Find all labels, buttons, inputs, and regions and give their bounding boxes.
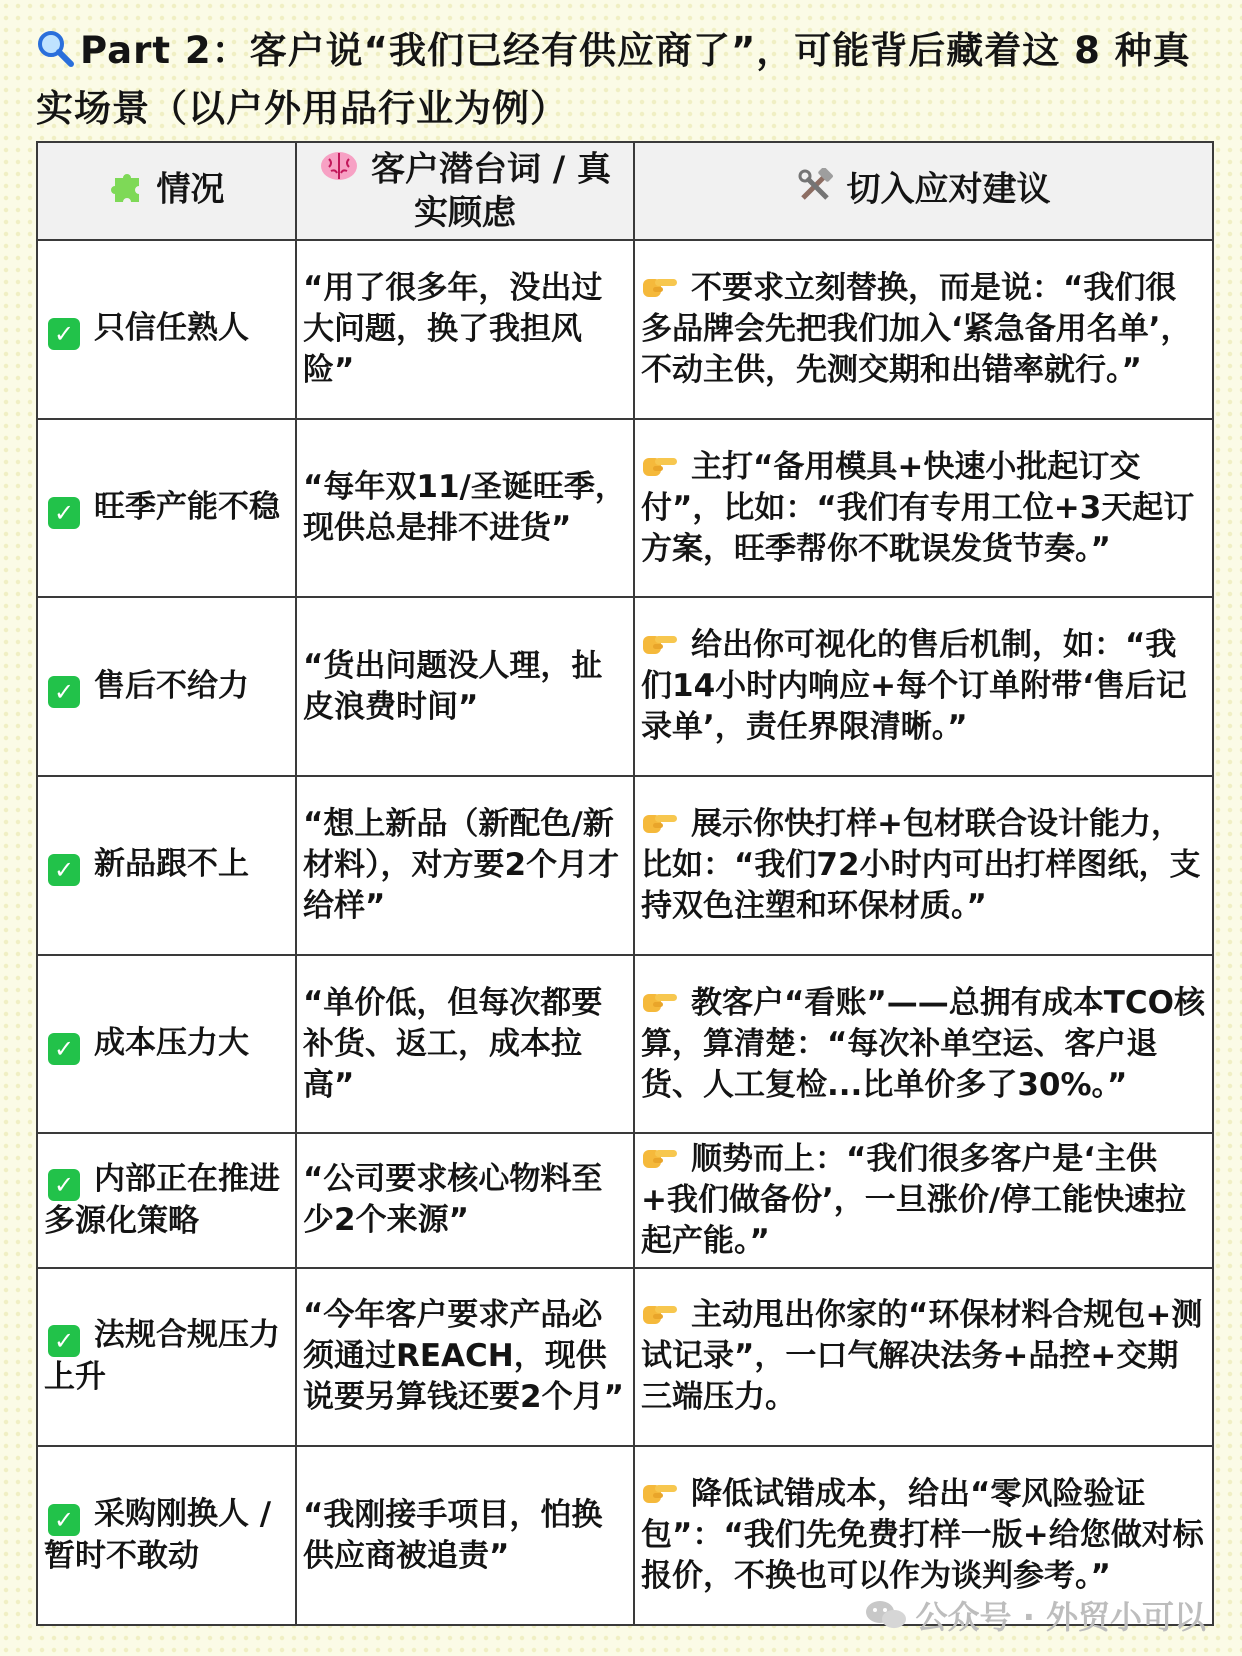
situation-cell: ✓ 旺季产能不稳 (37, 419, 296, 598)
header-situation: 情况 (37, 142, 296, 240)
checkmark-icon: ✓ (48, 676, 80, 708)
advice-cell: 教客户“看账”——总拥有成本TCO核算，算清楚：“每次补单空运、客户退货、人工复检...比单价多了30%。” (634, 955, 1213, 1134)
scenario-table (36, 141, 1214, 1626)
table-row (37, 955, 1213, 1134)
header-advice: 切入应对建议 (634, 142, 1213, 240)
pointing-hand-icon (641, 986, 679, 1016)
header-subtext: 客户潜台词 / 真实顾虑 (296, 142, 634, 240)
subtext-cell: “今年客户要求产品必须通过REACH，现供说要另算钱还要2个月” (296, 1268, 634, 1447)
situation-cell: ✓ 新品跟不上 (37, 776, 296, 955)
subtext-cell: “每年双11/圣诞旺季，现供总是排不进货” (296, 419, 634, 598)
situation-cell: ✓ 法规合规压力上升 (37, 1268, 296, 1447)
situation-cell: ✓ 内部正在推进多源化策略 (37, 1133, 296, 1267)
pointing-hand-icon (641, 628, 679, 658)
situation-cell: ✓ 售后不给力 (37, 597, 296, 776)
subtext-cell: “货出问题没人理，扯皮浪费时间” (296, 597, 634, 776)
subtext-cell: “单价低，但每次都要补货、返工，成本拉高” (296, 955, 634, 1134)
advice-cell: 展示你快打样+包材联合设计能力，比如：“我们72小时内可出打样图纸，支持双色注塑和环保材质。” (634, 776, 1213, 955)
advice-cell: 主打“备用模具+快速小批起订交付”，比如：“我们有专用工位+3天起订方案，旺季帮你不耽误发货节奏。” (634, 419, 1213, 598)
situation-cell: ✓ 只信任熟人 (37, 240, 296, 419)
checkmark-icon: ✓ (48, 854, 80, 886)
pointing-hand-icon (641, 271, 679, 301)
table-row (37, 240, 1213, 419)
title-text: Part 2：客户说“我们已经有供应商了”，可能背后藏着这 8 种真实场景（以户外用品行业为例） (36, 29, 1191, 130)
subtext-cell: “公司要求核心物料至少2个来源” (296, 1133, 634, 1267)
subtext-cell: “用了很多年，没出过大问题，换了我担风险” (296, 240, 634, 419)
situation-cell: ✓ 成本压力大 (37, 955, 296, 1134)
table-row (37, 419, 1213, 598)
advice-cell: 不要求立刻替换，而是说：“我们很多品牌会先把我们加入‘紧急备用名单’，不动主供，先测交期和出错率就行。” (634, 240, 1213, 419)
table-row (37, 776, 1213, 955)
tools-icon (797, 168, 835, 214)
brain-icon (319, 149, 359, 193)
checkmark-icon: ✓ (48, 1169, 80, 1201)
magnifier-icon (36, 26, 80, 84)
wechat-icon (864, 1599, 908, 1631)
pointing-hand-icon (641, 1298, 679, 1328)
pointing-hand-icon (641, 1142, 679, 1172)
checkmark-icon: ✓ (48, 1033, 80, 1065)
page-title (36, 22, 1211, 138)
pointing-hand-icon (641, 807, 679, 837)
pointing-hand-icon (641, 450, 679, 480)
table-row (37, 1268, 1213, 1447)
subtext-cell: “我刚接手项目，怕换供应商被追责” (296, 1446, 634, 1625)
watermark: 公众号 · 外贸小可以 (864, 1592, 1206, 1638)
checkmark-icon: ✓ (48, 497, 80, 529)
table-row (37, 597, 1213, 776)
advice-cell: 给出你可视化的售后机制，如：“我们14小时内响应+每个订单附带‘售后记录单’，责任界限清晰。” (634, 597, 1213, 776)
puzzle-icon (109, 168, 145, 214)
checkmark-icon: ✓ (48, 1504, 80, 1536)
checkmark-icon: ✓ (48, 1325, 80, 1357)
table-row (37, 1133, 1213, 1267)
advice-cell: 主动甩出你家的“环保材料合规包+测试记录”，一口气解决法务+品控+交期三端压力。 (634, 1268, 1213, 1447)
advice-cell: 降低试错成本，给出“零风险验证包”：“我们先免费打样一版+给您做对标报价，不换也可以作为谈判参考。” (634, 1446, 1213, 1625)
checkmark-icon: ✓ (48, 318, 80, 350)
subtext-cell: “想上新品（新配色/新材料），对方要2个月才给样” (296, 776, 634, 955)
situation-cell: ✓ 采购刚换人 / 暂时不敢动 (37, 1446, 296, 1625)
pointing-hand-icon (641, 1477, 679, 1507)
advice-cell: 顺势而上：“我们很多客户是‘主供+我们做备份’，一旦涨价/停工能快速拉起产能。” (634, 1133, 1213, 1267)
table-header-row (37, 142, 1213, 240)
